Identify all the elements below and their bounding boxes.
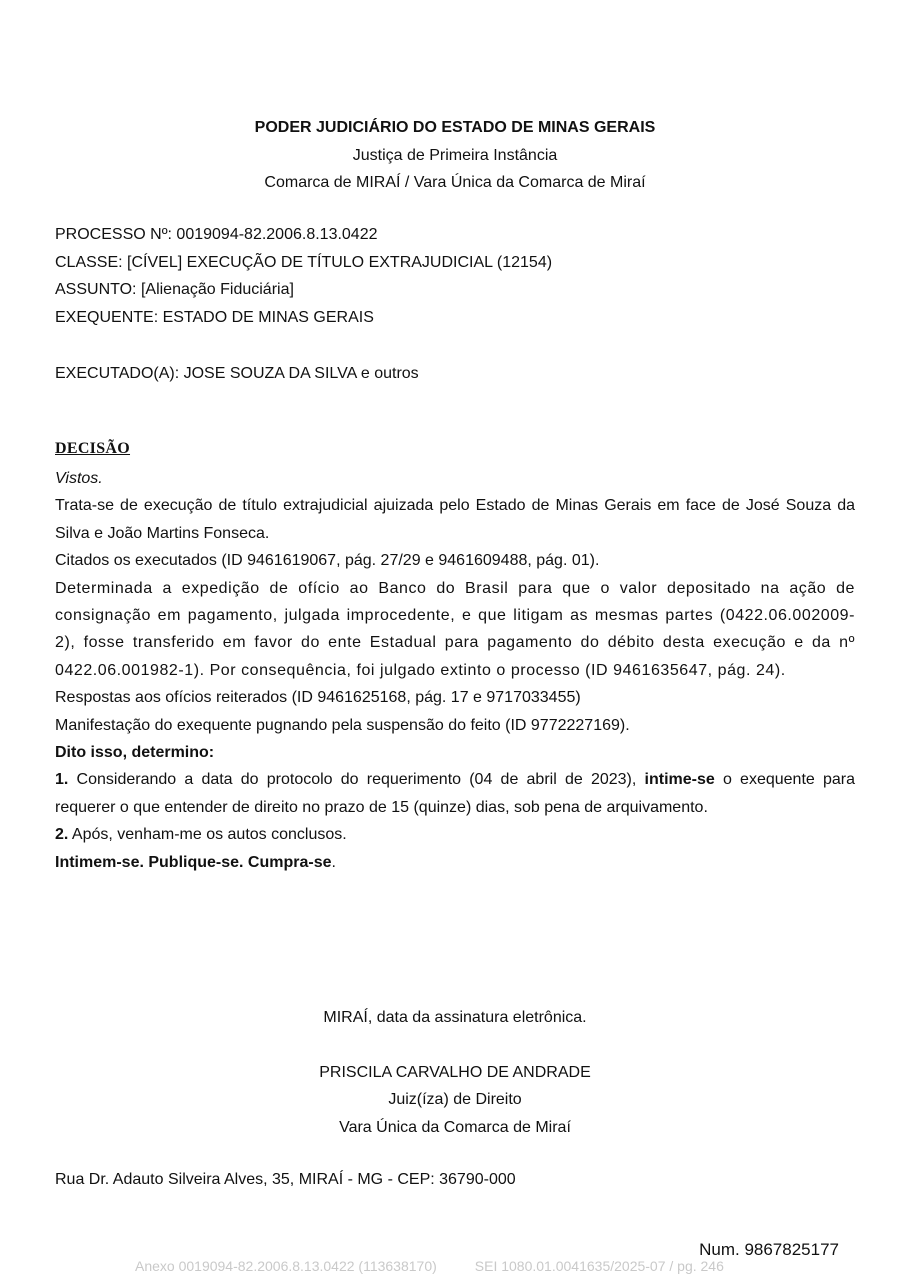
signature-place: MIRAÍ, data da assinatura eletrônica.	[323, 1009, 587, 1026]
annex-footer	[135, 1258, 724, 1274]
closing-line	[55, 849, 855, 876]
paragraph-manifestacao: Manifestação do exequente pugnando pela suspensão do feito (ID 9772227169).	[55, 716, 630, 734]
document-number: Num. 9867825177	[699, 1240, 839, 1259]
determino-text: Dito isso, determino:	[55, 744, 215, 762]
decision-body	[55, 465, 855, 876]
item-2-text: Após, venham-me os autos conclusos.	[68, 826, 347, 844]
court-title: PODER JUDICIÁRIO DO ESTADO DE MINAS GERAIS	[254, 119, 656, 136]
paragraph-citados: Citados os executados (ID 9461619067, pág. 27/29 e 9461609488, pág. 01).	[55, 552, 600, 570]
classe-line: CLASSE: [CÍVEL] EXECUÇÃO DE TÍTULO EXTRAJUDICIAL (12154)	[55, 254, 553, 271]
judge-court: Vara Única da Comarca de Miraí	[339, 1119, 571, 1136]
judge-name: PRISCILA CARVALHO DE ANDRADE	[319, 1064, 591, 1081]
item-1-pre: Considerando a data do protocolo do requerimento (04 de abril de 2023),	[68, 771, 645, 789]
court-address: Rua Dr. Adauto Silveira Alves, 35, MIRAÍ - MG - CEP: 36790-000	[55, 1171, 516, 1188]
processo-number: PROCESSO Nº: 0019094-82.2006.8.13.0422	[55, 226, 378, 243]
paragraph-respostas: Respostas aos ofícios reiterados (ID 9461625168, pág. 17 e 9717033455)	[55, 689, 581, 707]
item-1	[55, 766, 855, 821]
paragraph-execution: Trata-se de execução de título extrajudicial ajuizada pelo Estado de Minas Gerais em face de José Souza da Silva e João Martins Fonseca.	[55, 497, 855, 542]
closing-bold: Intimem-se. Publique-se. Cumpra-se	[55, 853, 332, 871]
item-1-number: 1.	[55, 771, 69, 789]
sei-reference: SEI 1080.01.0041635/2025-07 / pg. 246	[474, 1258, 724, 1274]
assunto-line: ASSUNTO: [Alienação Fiduciária]	[55, 281, 294, 298]
item-2-number: 2.	[55, 826, 69, 844]
instance-subtitle: Justiça de Primeira Instância	[352, 147, 558, 164]
determino-line	[55, 739, 855, 766]
item-1-bold: intime-se	[644, 771, 715, 789]
comarca-subtitle: Comarca de MIRAÍ / Vara Única da Comarca de Miraí	[264, 174, 646, 191]
closing-dot: .	[331, 853, 336, 871]
vistos-line: Vistos.	[55, 470, 103, 487]
item-1-post: o exequente para requerer o que entender de direito no prazo de 15 (quinze) dias, sob pena de arquivamento.	[55, 771, 855, 816]
item-2	[55, 821, 855, 848]
paragraph-oficio: Determinada a expedição de ofício ao Banco do Brasil para que o valor depositado na ação de consignação em pagamento, julgada improcedente, e que litigam as mesmas partes (0422.06.002009-2), fosse transferido em favor do ente Estadual para pagamento do débito desta execução e da nº 0422.06.001982-1). Por consequência, foi julgado extinto o processo (ID 9461635647, pág. 24).	[55, 579, 855, 679]
annex-reference: Anexo 0019094-82.2006.8.13.0422 (113638170)	[135, 1258, 437, 1274]
judge-role: Juiz(íza) de Direito	[388, 1091, 522, 1108]
exequente-line: EXEQUENTE: ESTADO DE MINAS GERAIS	[55, 309, 374, 326]
decisao-heading: DECISÃO	[55, 440, 131, 457]
executado-line: EXECUTADO(A): JOSE SOUZA DA SILVA e outros	[55, 365, 419, 382]
